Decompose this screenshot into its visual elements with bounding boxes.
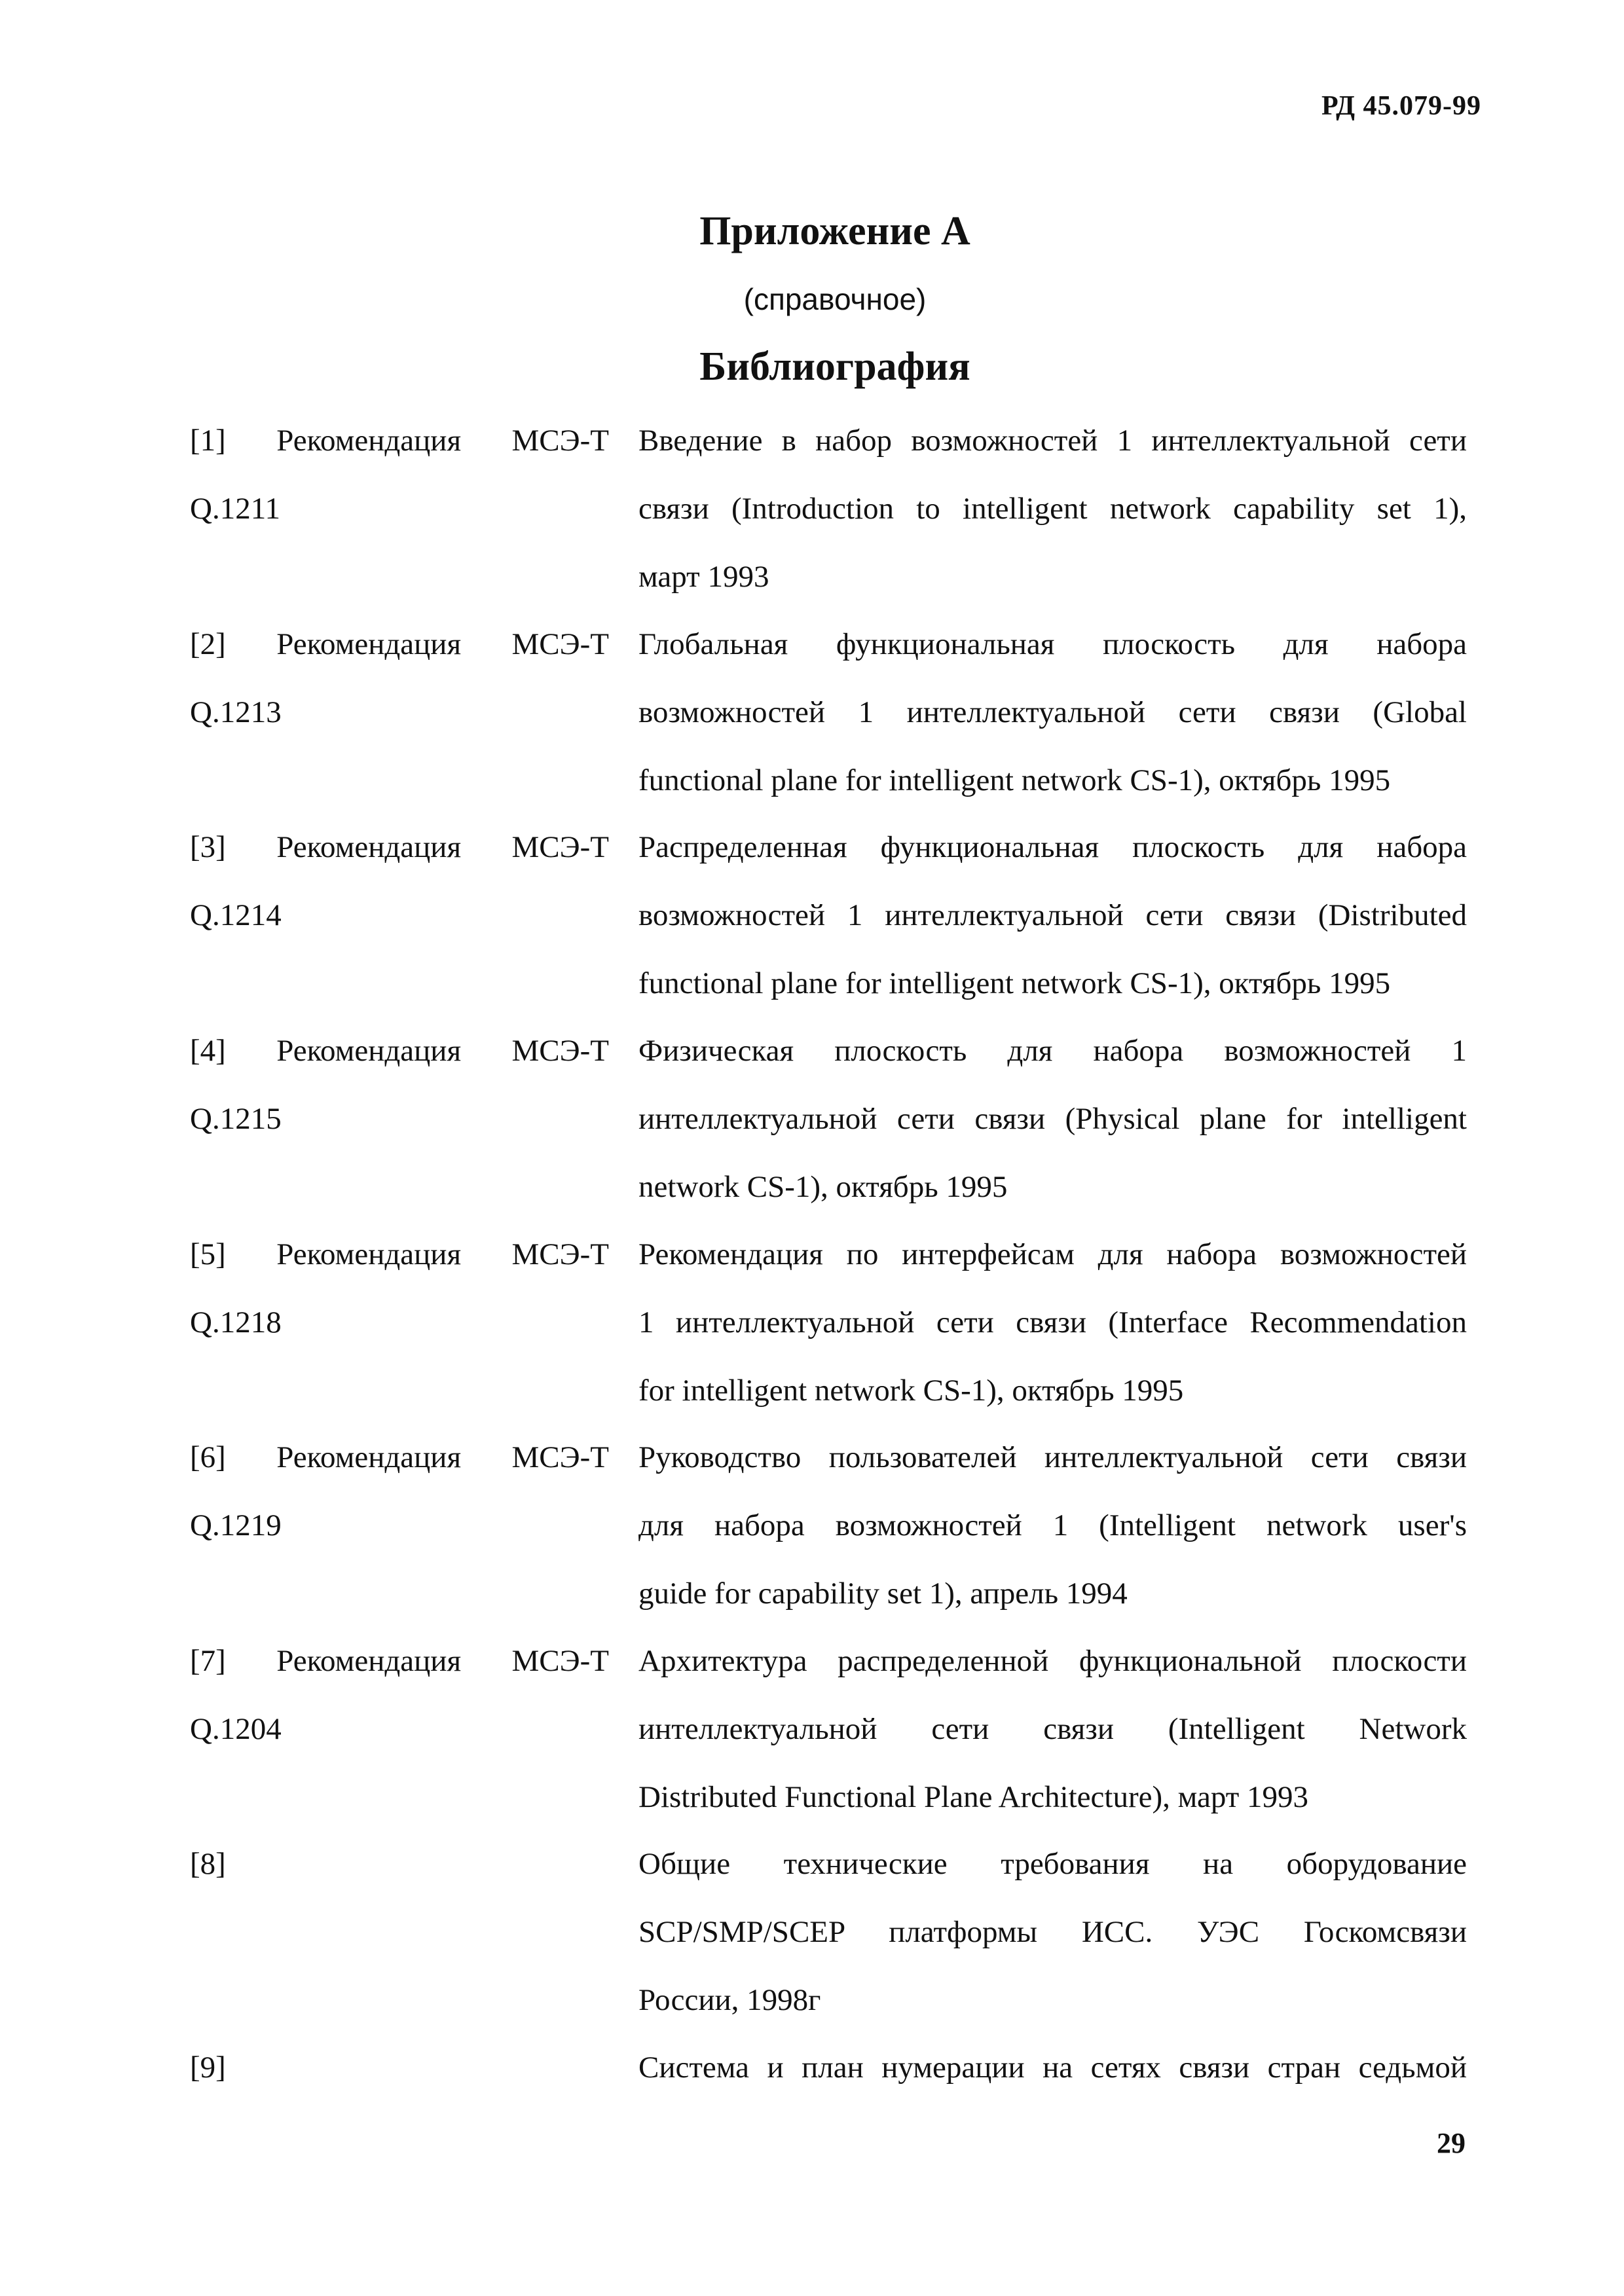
entry-reference-line [190,1423,609,1491]
entry-org: МСЭ-Т [511,1644,609,1678]
entry-number: [5] [190,1237,226,1271]
entry-text-line: России, 1998г [638,1983,821,2017]
entry-label: Рекомендация [276,1644,462,1678]
entry-number: [9] [190,2050,226,2085]
entry-text-line: 1 интеллектуальной сети связи (Interface Recommendation [638,1305,1467,1339]
entry-text-line: Система и план нумерации на сетях связи стран седьмой [638,2050,1467,2085]
entry-reference-line [190,1017,609,1085]
entry-label: Рекомендация [276,627,462,661]
entry-code: Q.1211 [190,492,280,526]
entry-reference-line [190,407,609,475]
entry-number: [4] [190,1034,226,1068]
entry-code: Q.1219 [190,1508,282,1542]
entry-org: МСЭ-Т [511,627,609,661]
entry-text-line: Распределенная функциональная плоскость для набора [638,830,1467,864]
entry-code: Q.1215 [190,1102,282,1136]
entry-label: Рекомендация [276,1034,462,1068]
entry-text-line: связи (Introduction to intelligent network capability set 1), [638,492,1467,526]
bibliography-title: Библиография [699,344,970,389]
entry-org: МСЭ-Т [511,1440,609,1474]
entry-code: Q.1214 [190,898,282,932]
entry-org: МСЭ-Т [511,830,609,864]
entry-reference-line [190,813,609,881]
entry-label: Рекомендация [276,1237,462,1271]
entry-text-line: Физическая плоскость для набора возможностей 1 [638,1034,1467,1068]
entry-text-line: Архитектура распределенной функциональной плоскости [638,1644,1467,1678]
entry-text-line: Руководство пользователей интеллектуальной сети связи [638,1440,1467,1474]
entry-description [638,813,1467,1017]
entry-text-line: guide for capability set 1), апрель 1994 [638,1576,1128,1611]
entry-text-line: SCP/SMP/SCEP платформы ИСС. УЭС Госкомсвязи [638,1915,1467,1949]
entry-text-line: Введение в набор возможностей 1 интеллектуальной сети [638,424,1467,458]
entry-label: Рекомендация [276,1440,462,1474]
entry-text-line: Distributed Functional Plane Architecture), март 1993 [638,1780,1309,1814]
entry-number: [6] [190,1440,226,1474]
page-number: 29 [1437,2127,1466,2159]
entry-text-line: network CS-1), октябрь 1995 [638,1170,1008,1204]
entry-text-line: для набора возможностей 1 (Intelligent network user's [638,1508,1467,1542]
entry-code: Q.1204 [190,1712,282,1746]
entry-reference-line [190,610,609,678]
entry-number: [7] [190,1644,226,1678]
entry-org: МСЭ-Т [511,1034,609,1068]
entry-text-line: functional plane for intelligent network CS-1), октябрь 1995 [638,763,1391,797]
entry-description [638,610,1467,814]
entry-text-line: интеллектуальной сети связи (Intelligent Network [638,1712,1467,1746]
entry-text-line: март 1993 [638,560,769,594]
entry-number: [8] [190,1847,226,1881]
entry-reference-line [190,1220,609,1288]
entry-text-line: Рекомендация по интерфейсам для набора возможностей [638,1237,1467,1271]
entry-description [638,1220,1467,1425]
appendix-subtitle: (справочное) [743,282,927,316]
document-code: РД 45.079-99 [1321,91,1481,121]
entry-description [638,2033,1467,2102]
entry-text-line: возможностей 1 интеллектуальной сети связи (Global [638,695,1467,729]
entry-code: Q.1218 [190,1305,282,1339]
entry-org: МСЭ-Т [511,1237,609,1271]
entry-label: Рекомендация [276,424,462,458]
entry-label: Рекомендация [276,830,462,864]
entry-reference-line [190,1627,609,1695]
entry-org: МСЭ-Т [511,424,609,458]
entry-description [638,1830,1467,2034]
entry-text-line: Общие технические требования на оборудование [638,1847,1467,1881]
entry-text-line: functional plane for intelligent network CS-1), октябрь 1995 [638,966,1391,1000]
entry-code: Q.1213 [190,695,282,729]
entry-text-line: for intelligent network CS-1), октябрь 1995 [638,1374,1184,1408]
entry-number: [2] [190,627,226,661]
entry-description [638,1627,1467,1831]
appendix-title: Приложение А [699,209,970,253]
entry-text-line: интеллектуальной сети связи (Physical plane for intelligent [638,1102,1467,1136]
entry-description [638,407,1467,611]
entry-description [638,1423,1467,1628]
entry-text-line: Глобальная функциональная плоскость для набора [638,627,1467,661]
entry-text-line: возможностей 1 интеллектуальной сети связи (Distributed [638,898,1467,932]
entry-number: [3] [190,830,226,864]
entry-number: [1] [190,424,226,458]
entry-description [638,1017,1467,1221]
